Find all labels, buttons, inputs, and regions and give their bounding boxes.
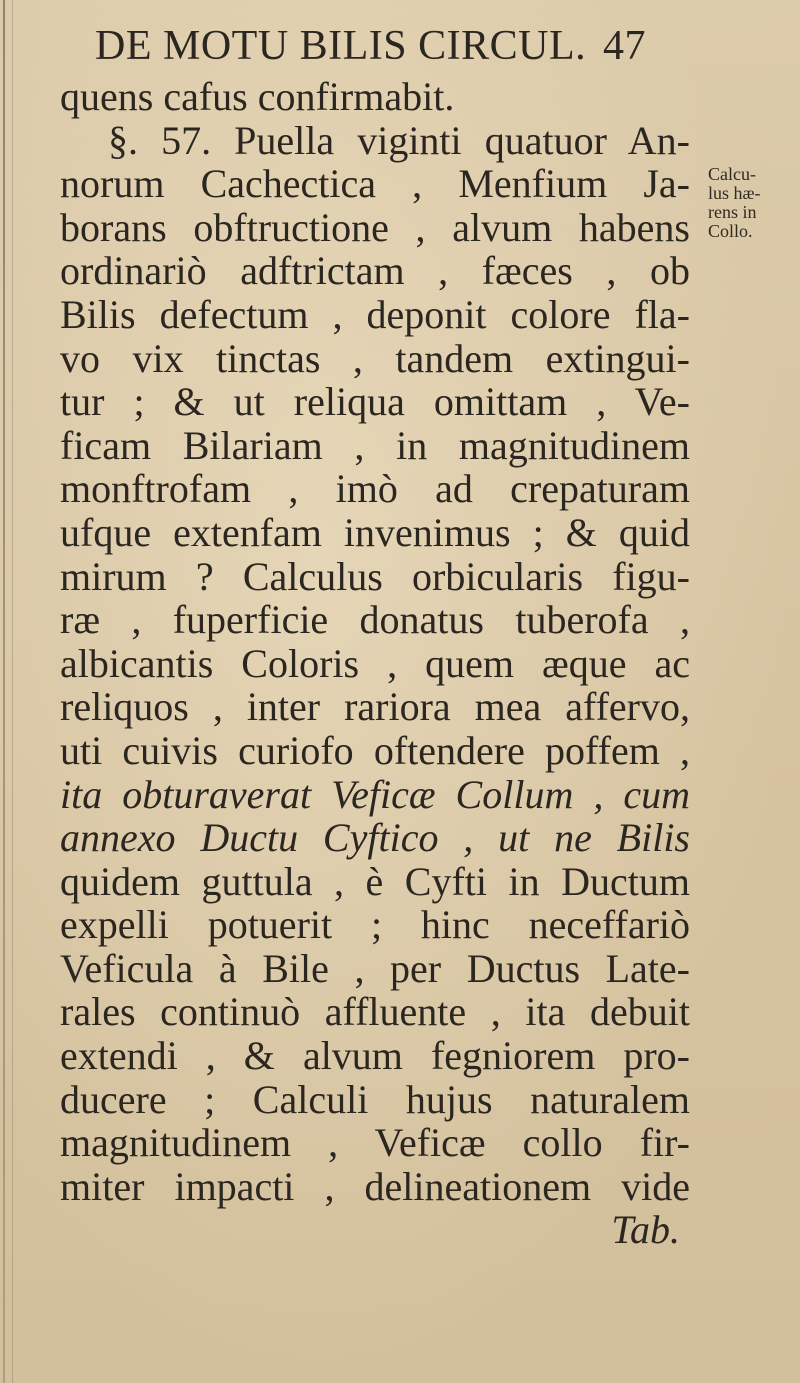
text-line: ufque extenfam invenimus ; & quid <box>60 509 690 555</box>
body-text <box>60 75 690 1252</box>
running-head-title: DE MOTU BILIS CIRCUL. <box>95 23 587 69</box>
page-number: 47 <box>603 23 646 69</box>
text-line: uti cuivis curiofo oftendere poffem , <box>60 727 690 773</box>
section-start-line: §. 57. Puella viginti quatuor An- <box>108 117 690 163</box>
marginal-note-line: rens in <box>708 202 757 222</box>
text-line: Veficula à Bile , per Ductus Late- <box>60 945 690 991</box>
marginal-note-line: lus hæ- <box>708 183 761 203</box>
text-line: monftrofam , imò ad crepaturam <box>60 466 690 512</box>
text-line: ducere ; Calculi hujus naturalem <box>60 1076 690 1122</box>
text-line: vo vix tinctas , tandem extingui- <box>60 335 690 381</box>
text-line: quens cafus confirmabit. <box>60 74 455 119</box>
text-line: magnitudinem , Veficæ collo fir- <box>60 1120 690 1166</box>
text-line: norum Cachectica , Menfium Ja- <box>60 161 690 207</box>
marginal-note-line: Calcu- <box>708 164 756 184</box>
binding-edge <box>3 0 5 1383</box>
text-line: borans obftructione , alvum habens <box>60 204 690 250</box>
catchword: Tab. <box>611 1207 680 1253</box>
italic-text-line: annexo Ductu Cyftico , ut ne Bilis <box>60 815 690 861</box>
text-line: tur ; & ut reliqua omittam , Ve- <box>60 379 690 425</box>
text-line: Bilis defectum , deponit colore fla- <box>60 291 690 337</box>
text-line: ræ , fuperficie donatus tuberofa , <box>60 597 690 643</box>
running-head <box>95 18 695 74</box>
text-line: mirum ? Calculus orbicularis figu- <box>60 553 690 599</box>
text-line: expelli potuerit ; hinc neceffariò <box>60 902 690 948</box>
italic-text-line: ita obturaverat Veficæ Collum , cum <box>60 771 690 817</box>
marginal-note <box>708 165 798 241</box>
text-line: miter impacti , delineationem vide <box>60 1163 690 1209</box>
text-line: ficam Bilariam , in magnitudinem <box>60 422 690 468</box>
text-line: ordinariò adftrictam , fæces , ob <box>60 248 690 294</box>
binding-edge-shadow <box>12 0 13 1383</box>
text-line: rales continuò affluente , ita debuit <box>60 989 690 1035</box>
text-line: quidem guttula , è Cyfti in Ductum <box>60 858 690 904</box>
text-line: albicantis Coloris , quem æque ac <box>60 640 690 686</box>
marginal-note-line: Collo. <box>708 221 753 241</box>
text-line: extendi , & alvum fegniorem pro- <box>60 1033 690 1079</box>
text-line: reliquos , inter rariora mea affervo, <box>60 684 690 730</box>
